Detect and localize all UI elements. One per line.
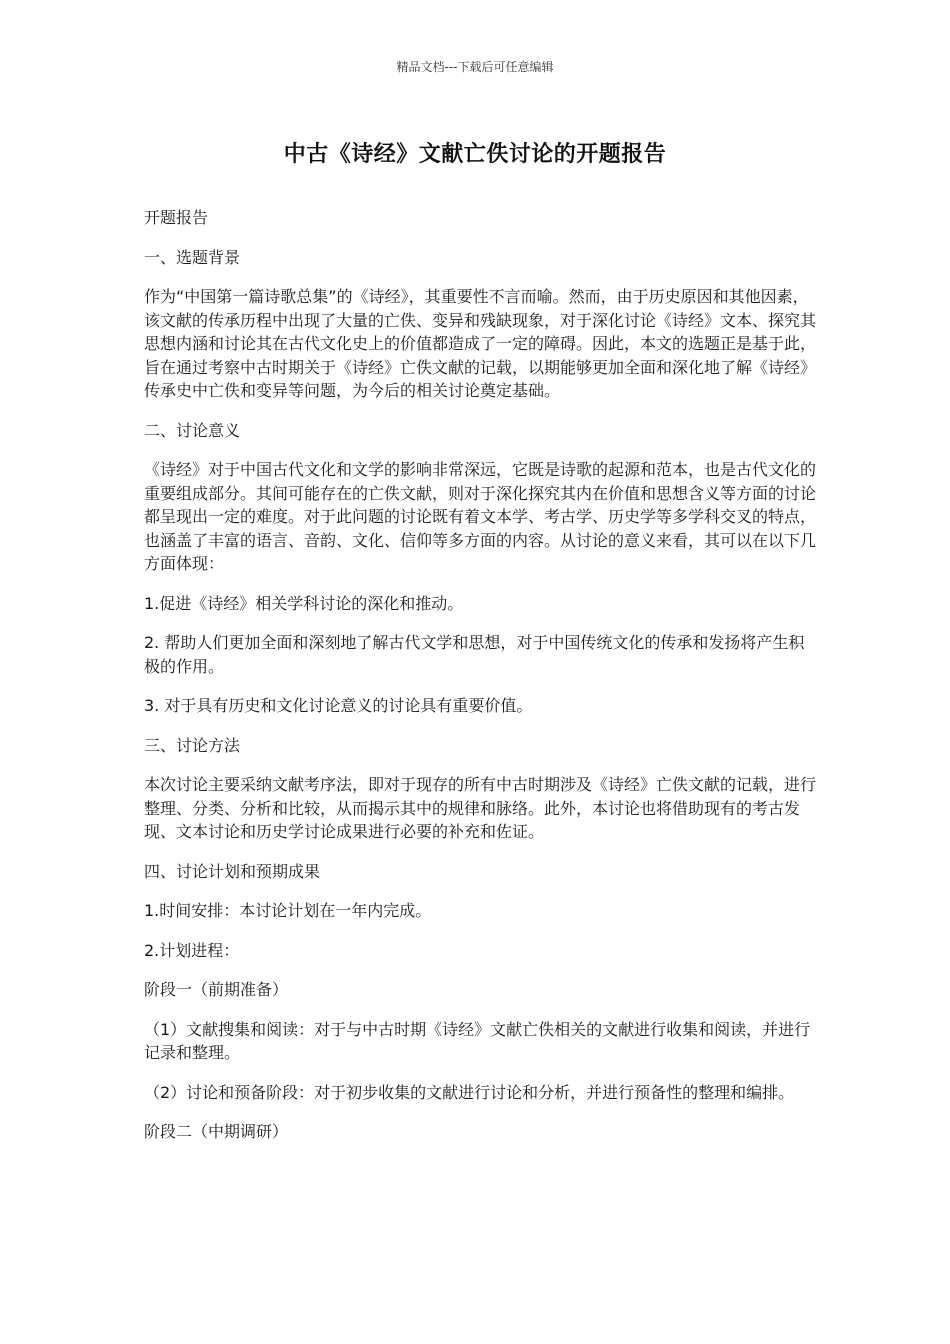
stage-one-step-1: （1）文献搜集和阅读：对于与中古时期《诗经》文献亡佚相关的文献进行收集和阅读，并进行记录和整理。: [144, 1019, 811, 1062]
list-item-significance-3: 3. 对于具有历史和文化讨论意义的讨论具有重要价值。: [144, 696, 533, 715]
list-item-progress: 2.计划进程：: [144, 940, 240, 960]
stage-one-step-2: （2）讨论和预备阶段：对于初步收集的文献进行讨论和分析，并进行预备性的整理和编排。: [144, 1082, 795, 1102]
document-title: 中古《诗经》文献亡佚讨论的开题报告: [283, 142, 667, 167]
stage-two-heading: 阶段二（中期调研）: [144, 1122, 289, 1141]
list-item-schedule: 1.时间安排：本讨论计划在一年内完成。: [144, 901, 432, 920]
list-item-significance-2: 2. 帮助人们更加全面和深刻地了解古代文学和思想，对于中国传统文化的传承和发扬将产生积极的作用。: [144, 633, 805, 676]
heading-significance: 二、讨论意义: [144, 420, 241, 440]
paragraph-report-label: 开题报告: [144, 208, 209, 227]
stage-one-heading: 阶段一（前期准备）: [144, 980, 289, 999]
document-body: [144, 206, 816, 1160]
paragraph-background: 作为“中国第一篇诗歌总集”的《诗经》，其重要性不言而喻。然而，由于历史原因和其他因素，该文献的传承历程中出现了大量的亡佚、变异和残缺现象，对于深化讨论《诗经》文本、探究其思想内涵和讨论其在古代文化史上的价值都造成了一定的障碍。因此，本文的选题正是基于此，旨在通过考察中古时期关于《诗经》亡佚文献的记载，以期能够更加全面和深化地了解《诗经》传承史中亡佚和变异等问题，为今后的相关讨论奠定基础。: [144, 287, 817, 400]
heading-method: 三、讨论方法: [144, 735, 241, 755]
paragraph-significance: 《诗经》对于中国古代文化和文学的影响非常深远，它既是诗歌的起源和范本，也是古代文化的重要组成部分。其间可能存在的亡佚文献，则对于深化探究其内在价值和思想含义等方面的讨论都呈现出一定的难度。对于此问题的讨论既有着文本学、考古学、历史学等多学科交叉的特点，也涵盖了丰富的语言、音韵、文化、信仰等多方面的内容。从讨论的意义来看，其可以在以下几方面体现：: [144, 460, 817, 573]
paragraph-method: 本次讨论主要采纳文献考序法，即对于现存的所有中古时期涉及《诗经》亡佚文献的记载，进行整理、分类、分析和比较，从而揭示其中的规律和脉络。此外，本讨论也将借助现有的考古发现、文本讨论和历史学讨论成果进行必要的补充和佐证。: [144, 775, 817, 841]
heading-plan: 四、讨论计划和预期成果: [144, 861, 321, 881]
heading-background: 一、选题背景: [144, 247, 241, 267]
list-item-significance-1: 1.促进《诗经》相关学科讨论的深化和推动。: [144, 593, 464, 613]
header-note: 精品文档---下载后可任意编辑: [396, 60, 554, 74]
